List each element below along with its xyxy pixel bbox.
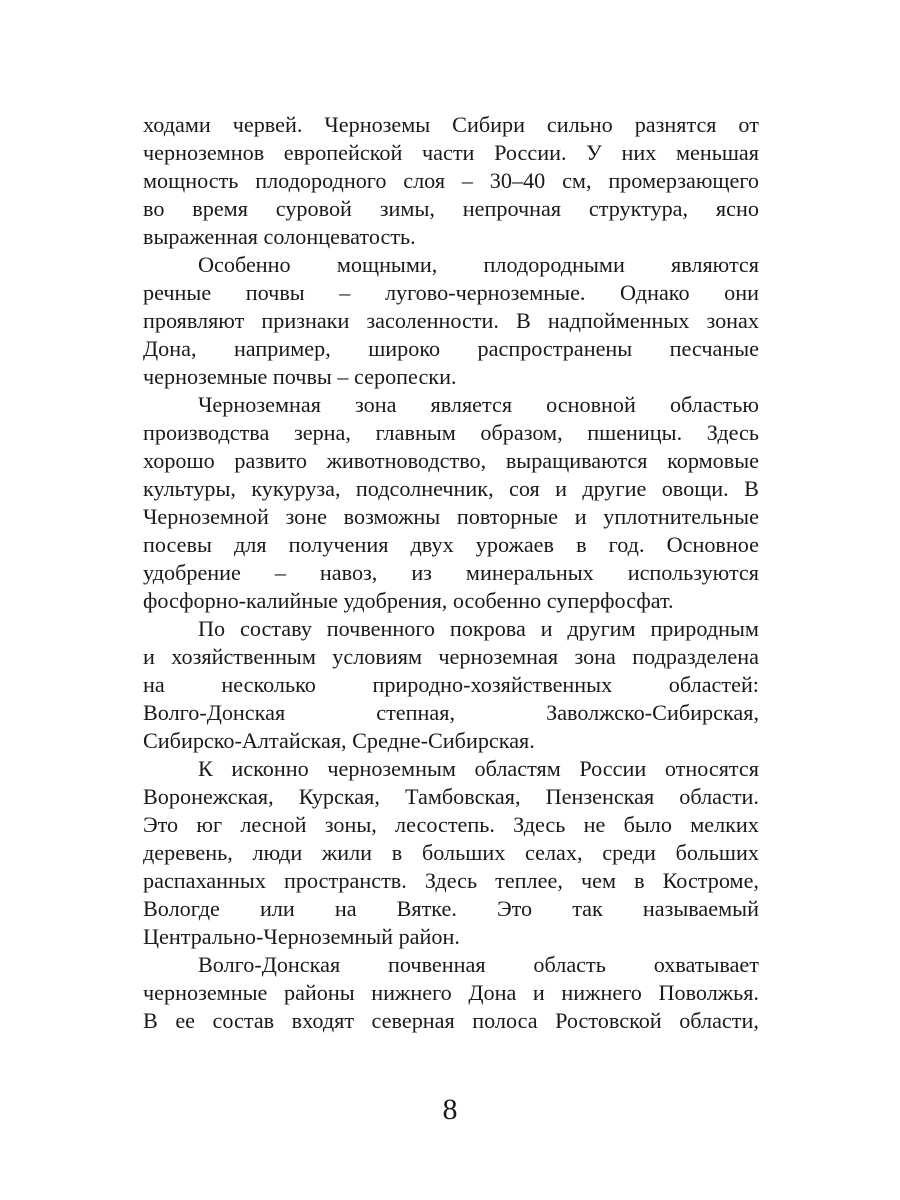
text-line: Волго-Донская почвенная область охватывает <box>198 952 759 977</box>
text-line: производства зерна, главным образом, пшеницы. Здесь <box>143 420 759 445</box>
page-number: 8 <box>442 1093 458 1126</box>
text-line: Сибирско-Алтайская, Средне-Сибирская. <box>143 728 535 753</box>
text-line: Вологде или на Вятке. Это так называемый <box>143 896 759 921</box>
text-line: выраженная солонцеватость. <box>143 224 416 249</box>
text-line: удобрение – навоз, из минеральных используются <box>143 560 759 585</box>
text-line: культуры, кукуруза, подсолнечник, соя и другие овощи. В <box>143 476 759 501</box>
paragraph <box>143 111 759 251</box>
text-line: черноземные почвы – серопески. <box>143 364 457 389</box>
text-line: во время суровой зимы, непрочная структура, ясно <box>143 196 759 221</box>
text-line: посевы для получения двух урожаев в год. Основное <box>143 532 759 557</box>
text-line: Черноземной зоне возможны повторные и уплотнительные <box>143 504 759 529</box>
paragraph <box>143 391 759 615</box>
text-line: проявляют признаки засоленности. В надпойменных зонах <box>143 308 759 333</box>
text-line: и хозяйственным условиям черноземная зона подразделена <box>143 644 759 669</box>
paragraph <box>143 951 759 1035</box>
text-line: на несколько природно-хозяйственных областей: <box>143 672 759 697</box>
text-line: хорошо развито животноводство, выращиваются кормовые <box>143 448 759 473</box>
text-line: черноземнов европейской части России. У них меньшая <box>143 140 759 165</box>
text-line: Волго-Донская степная, Заволжско-Сибирская, <box>143 700 759 725</box>
text-line: Дона, например, широко распространены песчаные <box>143 336 759 361</box>
text-line: По составу почвенного покрова и другим природным <box>198 616 759 641</box>
text-line: речные почвы – лугово-черноземные. Однако они <box>143 280 759 305</box>
body-text <box>143 111 759 1035</box>
paragraph <box>143 755 759 951</box>
text-line: Воронежская, Курская, Тамбовская, Пензенская области. <box>143 784 759 809</box>
text-line: Центрально-Черноземный район. <box>143 924 460 949</box>
text-line: Черноземная зона является основной областью <box>198 392 759 417</box>
text-line: Это юг лесной зоны, лесостепь. Здесь не было мелких <box>143 812 759 837</box>
text-line: ходами червей. Черноземы Сибири сильно разнятся от <box>143 112 759 137</box>
text-line: К исконно черноземным областям России относятся <box>198 756 759 781</box>
text-line: мощность плодородного слоя – 30–40 см, промерзающего <box>143 168 759 193</box>
paragraph <box>143 251 759 391</box>
text-line: фосфорно-калийные удобрения, особенно суперфосфат. <box>143 588 674 613</box>
text-line: черноземные районы нижнего Дона и нижнего Поволжья. <box>143 980 759 1005</box>
text-line: распаханных пространств. Здесь теплее, чем в Костроме, <box>143 868 759 893</box>
text-line: В ее состав входят северная полоса Ростовской области, <box>143 1008 759 1033</box>
text-line: деревень, люди жили в больших селах, среди больших <box>143 840 759 865</box>
text-line: Особенно мощными, плодородными являются <box>198 252 759 277</box>
paragraph <box>143 615 759 755</box>
